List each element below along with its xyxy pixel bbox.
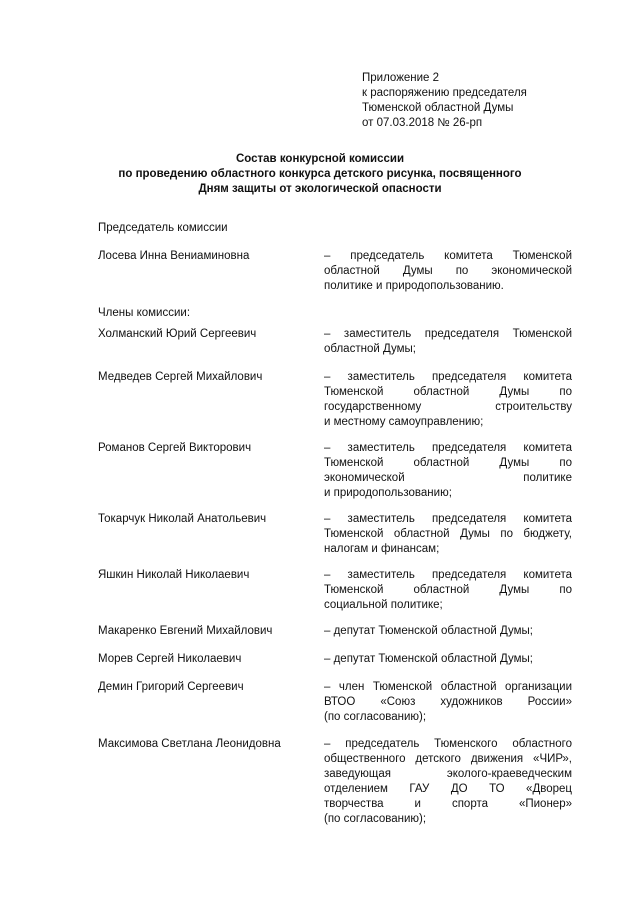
role-line: – заместитель председателя комитета (324, 569, 572, 581)
member-name: Романов Сергей Викторович (98, 442, 252, 454)
role-line: экономической политике (324, 472, 572, 484)
role-line: – председатель комитета Тюменской (324, 250, 572, 262)
role-line: – заместитель председателя комитета (324, 371, 572, 383)
member-name: Лосева Инна Вениаминовна (98, 250, 250, 262)
member-role (324, 512, 572, 557)
member-name: Демин Григорий Сергеевич (98, 681, 244, 693)
member-name: Холманский Юрий Сергеевич (98, 328, 257, 340)
member-name: Макаренко Евгений Михайлович (98, 625, 273, 637)
member-role (324, 737, 572, 827)
role-line: (по согласованию); (324, 711, 427, 723)
appendix-line-2: к распоряжению председателя (362, 87, 527, 99)
members-section-label: Члены комиссии: (98, 307, 191, 319)
role-line: отделением ГАУ ДО ТО «Дворец (324, 783, 572, 795)
role-line: – заместитель председателя комитета (324, 442, 572, 454)
role-line: государственному строительству (324, 401, 572, 413)
role-line: – заместитель председателя Тюменской (324, 328, 572, 340)
member-role (324, 441, 572, 501)
role-line: областной Думы; (324, 343, 416, 355)
role-line: политике и природопользованию. (324, 280, 504, 292)
appendix-header (362, 71, 602, 131)
member-role (324, 624, 572, 639)
role-line: областной Думы по экономической (324, 265, 572, 277)
appendix-line-1: Приложение 2 (362, 72, 440, 84)
appendix-line-4: от 07.03.2018 № 26-рп (362, 117, 483, 129)
title-line-1: Состав конкурсной комиссии (235, 153, 405, 165)
role-line: (по согласованию); (324, 813, 427, 825)
role-line: и местному самоуправлению; (324, 416, 484, 428)
role-line: налогам и финансам; (324, 543, 440, 555)
role-line: – председатель Тюменского областного (324, 738, 572, 750)
role-line: – депутат Тюменской областной Думы; (324, 625, 533, 637)
title-line-2: по проведению областного конкурса детского рисунка, посвященного (118, 168, 522, 180)
role-line: Тюменской областной Думы по (324, 457, 572, 469)
role-line: – член Тюменской областной организации (324, 681, 572, 693)
member-role (324, 249, 572, 294)
role-line: Тюменской областной Думы по (324, 386, 572, 398)
member-name: Максимова Светлана Леонидовна (98, 738, 281, 750)
member-name: Медведев Сергей Михайлович (98, 371, 263, 383)
member-role (324, 568, 572, 613)
role-line: заведующая эколого-краеведческим (324, 768, 572, 780)
member-name: Яшкин Николай Николаевич (98, 569, 250, 581)
role-line: творчества и спорта «Пионер» (324, 798, 572, 810)
appendix-line-3: Тюменской областной Думы (362, 102, 514, 114)
member-role (324, 327, 572, 357)
role-line: Тюменской областной Думы по бюджету, (324, 528, 572, 540)
role-line: и природопользованию; (324, 487, 452, 499)
member-name: Морев Сергей Николаевич (98, 653, 242, 665)
member-role (324, 652, 572, 667)
role-line: – депутат Тюменской областной Думы; (324, 653, 533, 665)
role-line: Тюменской областной Думы по (324, 584, 572, 596)
document-title (60, 152, 580, 197)
role-line: общественного детского движения «ЧИР», (324, 753, 572, 765)
role-line: – заместитель председателя комитета (324, 513, 572, 525)
role-line: ВТОО «Союз художников России» (324, 696, 572, 708)
role-line: социальной политике; (324, 599, 443, 611)
member-name: Токарчук Николай Анатольевич (98, 513, 267, 525)
chair-section-label: Председатель комиссии (98, 222, 228, 234)
title-line-3: Дням защиты от экологической опасности (198, 183, 442, 195)
member-role (324, 680, 572, 725)
member-role (324, 370, 572, 430)
